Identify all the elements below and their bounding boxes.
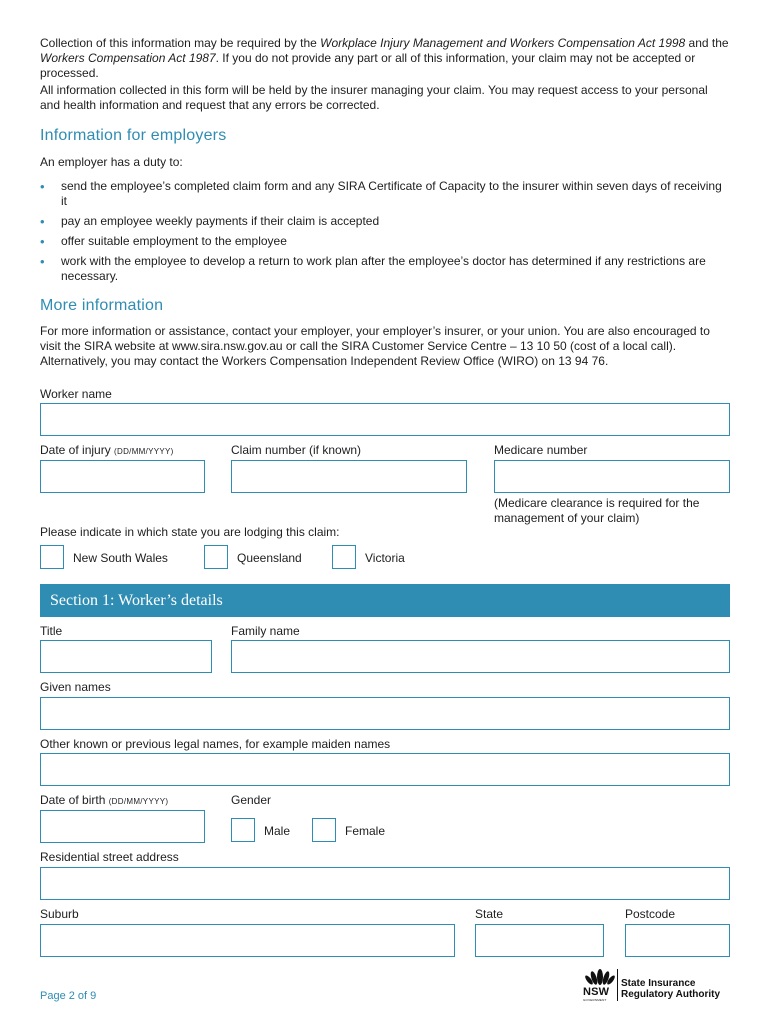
claim-number-field[interactable] [231,460,467,493]
state-prompt: Please indicate in which state you are lodging this claim: [40,525,340,539]
employers-lead: An employer has a duty to: [40,155,183,169]
date-of-injury-label [40,443,174,459]
list-item: • work with the employee to develop a return to work plan after the employee’s doctor has determined if any restrictions are necessary. [40,254,730,284]
male-checkbox[interactable] [231,818,255,842]
victoria-label: Victoria [365,551,405,565]
given-names-label: Given names [40,680,111,694]
other-names-label: Other known or previous legal names, for example maiden names [40,737,391,751]
queensland-checkbox[interactable] [204,545,228,569]
government-logo-text: GOVERNMENT [583,998,607,1002]
worker-name-label: Worker name [40,387,112,401]
employer-duties-list [40,179,730,289]
section-1-header: Section 1: Worker’s details [40,584,730,617]
privacy-paragraph [40,36,730,81]
family-name-field[interactable] [231,640,730,673]
date-format-hint: (DD/MM/YYYY) [114,447,174,456]
claim-number-label: Claim number (if known) [231,443,362,457]
waratah-icon [584,967,616,987]
page-number: Page 2 of 9 [40,990,97,1002]
dob-field[interactable] [40,810,205,843]
act-title-1987: Workers Compensation Act 1987 [40,51,216,65]
other-names-field[interactable] [40,753,730,786]
given-names-field[interactable] [40,697,730,730]
list-item: • send the employee’s completed claim form and any SIRA Certificate of Capacity to the insurer within seven days of receiving it [40,179,730,209]
logo-line-1: State Insurance [621,978,696,989]
worker-name-field[interactable] [40,403,730,436]
nsw-label: New South Wales [73,551,168,565]
title-label: Title [40,624,63,638]
date-of-injury-field[interactable] [40,460,205,493]
postcode-label: Postcode [625,907,676,921]
list-item: • pay an employee weekly payments if their claim is accepted [40,214,730,229]
postcode-field[interactable] [625,924,730,957]
male-label: Male [264,824,291,838]
victoria-checkbox[interactable] [332,545,356,569]
family-name-label: Family name [231,624,300,638]
title-field[interactable] [40,640,212,673]
employers-heading: Information for employers [40,127,227,144]
sira-logo [582,967,732,1003]
female-label: Female [345,824,386,838]
state-field[interactable] [475,924,604,957]
date-of-injury-text: Date of injury [40,443,111,457]
suburb-field[interactable] [40,924,455,957]
dob-text: Date of birth [40,793,106,807]
address-field[interactable] [40,867,730,900]
nsw-checkbox[interactable] [40,545,64,569]
queensland-label: Queensland [237,551,302,565]
dob-format-hint: (DD/MM/YYYY) [108,797,169,806]
access-paragraph: All information collected in this form will be held by the insurer managing your claim. You may request access to your personal and health information and request that any errors be corrected. [40,83,708,112]
nsw-logo-text: NSW [583,986,610,998]
act-title-1998: Workplace Injury Management and Workers Compensation Act 1998 [320,36,686,50]
logo-divider [617,969,618,1001]
dob-label [40,793,168,809]
privacy-text: Collection of this information may be required by the [40,36,321,50]
gender-label: Gender [231,793,272,807]
list-item: • offer suitable employment to the employee [40,234,730,249]
female-checkbox[interactable] [312,818,336,842]
medicare-number-label: Medicare number [494,443,588,457]
suburb-label: Suburb [40,907,79,921]
privacy-text: . If you do not provide any part or all of this information, your claim may not be accepted or processed. [40,51,696,80]
medicare-note: (Medicare clearance is required for the management of your claim) [494,496,700,525]
more-info-heading: More information [40,297,164,314]
address-label: Residential street address [40,850,179,864]
privacy-text: and the [685,36,729,50]
logo-line-2: Regulatory Authority [621,989,721,1000]
medicare-number-field[interactable] [494,460,730,493]
more-info-text: For more information or assistance, contact your employer, your employer’s insurer, or your union. You are also encouraged to visit the SIRA website at www.sira.nsw.gov.au or call the SIRA Customer Service Centre – 13 10 50 (cost of a local call). Alternatively, you may contact the Workers Compensation Independent Review Office (WIRO) on 13 94 76. [40,324,710,368]
state-label: State [475,907,504,921]
